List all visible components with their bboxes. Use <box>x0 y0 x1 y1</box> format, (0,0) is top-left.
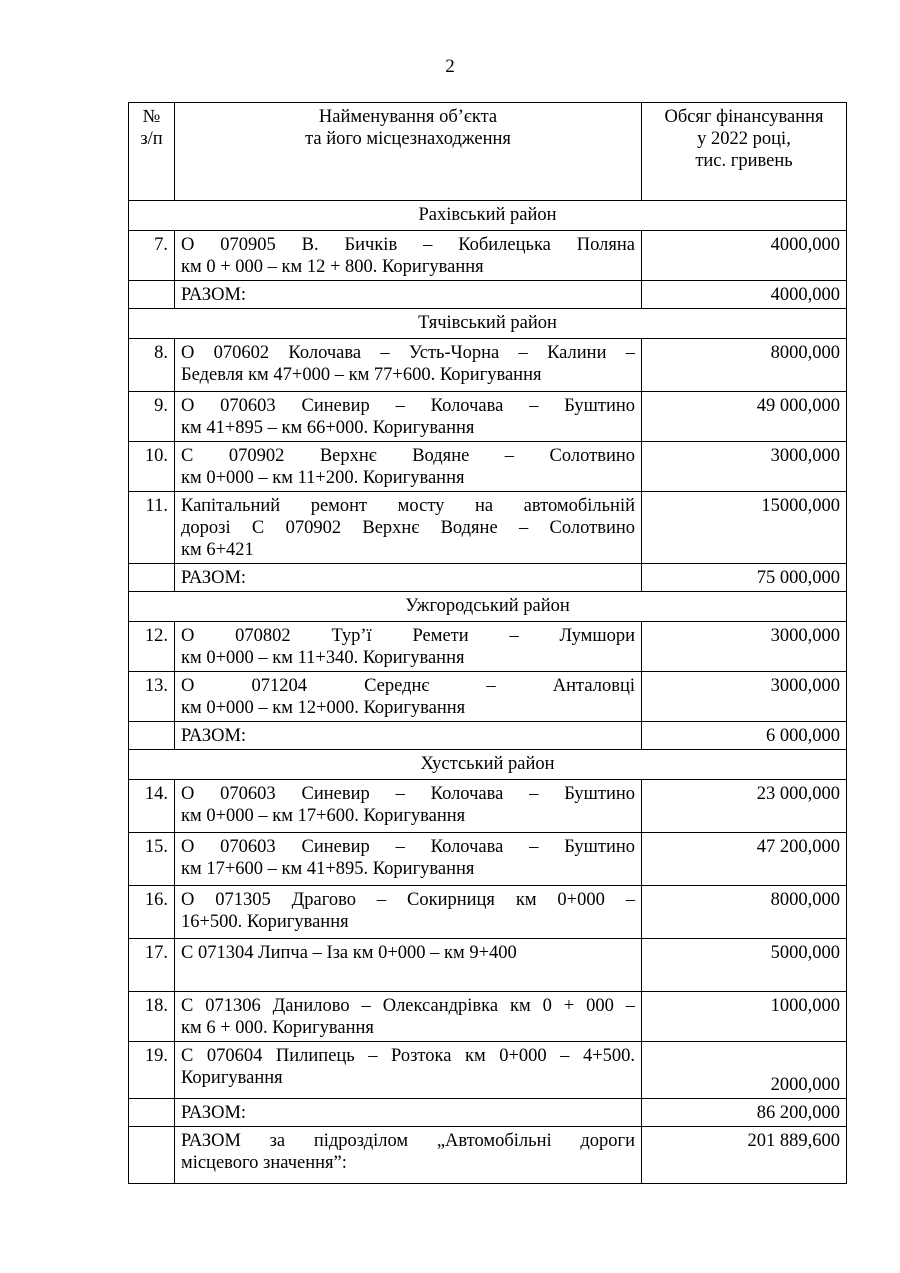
object-name <box>175 492 642 564</box>
row-number: 14. <box>129 780 175 833</box>
table-row <box>129 939 847 992</box>
object-name-line: С 070902 Верхнє Водяне – Солотвино <box>181 446 635 466</box>
table-row <box>129 780 847 833</box>
table-row <box>129 339 847 392</box>
object-name-line: км 0 + 000 – км 12 + 800. Коригування <box>181 257 484 277</box>
table-row <box>129 492 847 564</box>
object-name <box>175 442 642 492</box>
page-number: 2 <box>445 56 455 77</box>
row-number: 12. <box>129 622 175 672</box>
funding-amount: 2000,000 <box>642 1042 847 1099</box>
funding-amount: 5000,000 <box>642 939 847 992</box>
row-number: 18. <box>129 992 175 1042</box>
row-number: 19. <box>129 1042 175 1099</box>
object-name <box>175 622 642 672</box>
table-row <box>129 672 847 722</box>
table-row <box>129 442 847 492</box>
object-name <box>175 939 642 992</box>
table-row <box>129 992 847 1042</box>
object-name-line: О 070905 В. Бичків – Кобилецька Поляна <box>181 235 635 255</box>
object-name-line: С 070604 Пилипець – Розтока км 0+000 – 4+500. <box>181 1046 635 1066</box>
object-name-line: О 070603 Синевир – Колочава – Буштино <box>181 837 635 857</box>
row-number: 9. <box>129 392 175 442</box>
funding-amount: 3000,000 <box>642 672 847 722</box>
object-name-line: км 0+000 – км 11+340. Коригування <box>181 648 465 668</box>
row-number: 11. <box>129 492 175 564</box>
header-amount-line: тис. гривень <box>695 151 793 171</box>
object-name-line: км 6 + 000. Коригування <box>181 1018 374 1038</box>
object-name-line: км 17+600 – км 41+895. Коригування <box>181 859 475 879</box>
grand-total-amount: 201 889,600 <box>642 1127 847 1184</box>
subtotal-amount: 86 200,000 <box>642 1099 847 1127</box>
object-name <box>175 780 642 833</box>
funding-table <box>128 102 847 1184</box>
row-number: 15. <box>129 833 175 886</box>
header-amount-line: у 2022 році, <box>697 129 791 149</box>
funding-amount: 8000,000 <box>642 339 847 392</box>
district-name: Рахівський район <box>129 201 847 231</box>
object-name-line: С 071306 Данилово – Олександрівка км 0 + 000 – <box>181 996 635 1016</box>
object-name-line: км 6+421 <box>181 540 254 560</box>
subtotal-amount: 6 000,000 <box>642 722 847 750</box>
grand-total-row <box>129 1127 847 1184</box>
object-name-line: Коригування <box>181 1068 283 1088</box>
object-name <box>175 1042 642 1099</box>
subtotal-row <box>129 281 847 309</box>
subtotal-empty-cell <box>129 1099 175 1127</box>
row-number: 8. <box>129 339 175 392</box>
funding-amount: 3000,000 <box>642 622 847 672</box>
subtotal-row <box>129 1099 847 1127</box>
grand-total-label-line: РАЗОМ за підрозділом „Автомобільні дороги <box>181 1131 635 1151</box>
object-name-line: О 071204 Середнє – Анталовці <box>181 676 635 696</box>
subtotal-amount: 4000,000 <box>642 281 847 309</box>
subtotal-empty-cell <box>129 722 175 750</box>
table-row <box>129 886 847 939</box>
grand-total-label-line: місцевого значення”: <box>181 1153 347 1173</box>
subtotal-label: РАЗОМ: <box>175 281 642 309</box>
object-name <box>175 392 642 442</box>
table-row <box>129 833 847 886</box>
object-name <box>175 992 642 1042</box>
object-name-line: Капітальний ремонт мосту на автомобільній <box>181 496 635 516</box>
funding-amount: 23 000,000 <box>642 780 847 833</box>
header-num-line: з/п <box>140 129 163 149</box>
funding-amount: 3000,000 <box>642 442 847 492</box>
object-name-line: О 070603 Синевир – Колочава – Буштино <box>181 396 635 416</box>
object-name-line: Бедевля км 47+000 – км 77+600. Коригування <box>181 365 542 385</box>
table-row <box>129 392 847 442</box>
object-name-line: км 41+895 – км 66+000. Коригування <box>181 418 475 438</box>
header-name-line: та його місцезнаходження <box>305 129 511 149</box>
district-name: Тячівський район <box>129 309 847 339</box>
object-name-line: дорозі С 070902 Верхнє Водяне – Солотвино <box>181 518 635 538</box>
district-row <box>129 309 847 339</box>
object-name-line: км 0+000 – км 12+000. Коригування <box>181 698 466 718</box>
table-row <box>129 1042 847 1099</box>
subtotal-empty-cell <box>129 281 175 309</box>
funding-amount: 15000,000 <box>642 492 847 564</box>
object-name-line: О 070802 Тур’ї Ремети – Лумшори <box>181 626 635 646</box>
funding-amount: 8000,000 <box>642 886 847 939</box>
object-name-line: О 071305 Драгово – Сокирниця км 0+000 – <box>181 890 635 910</box>
header-name-line: Найменування об’єкта <box>318 107 498 127</box>
funding-amount: 1000,000 <box>642 992 847 1042</box>
subtotal-label: РАЗОМ: <box>175 1099 642 1127</box>
subtotal-amount: 75 000,000 <box>642 564 847 592</box>
row-number: 10. <box>129 442 175 492</box>
object-name-line: км 0+000 – км 17+600. Коригування <box>181 806 466 826</box>
subtotal-label: РАЗОМ: <box>175 564 642 592</box>
district-name: Ужгородський район <box>129 592 847 622</box>
subtotal-empty-cell <box>129 564 175 592</box>
header-amount-line: Обсяг фінансування <box>664 107 824 127</box>
district-row <box>129 201 847 231</box>
grand-total-label <box>175 1127 642 1184</box>
row-number: 13. <box>129 672 175 722</box>
subtotal-row <box>129 722 847 750</box>
district-name: Хустський район <box>129 750 847 780</box>
header-amount-cell <box>642 103 847 201</box>
table-row <box>129 231 847 281</box>
grand-total-empty-cell <box>129 1127 175 1184</box>
table-header-row <box>129 103 847 201</box>
funding-amount: 49 000,000 <box>642 392 847 442</box>
object-name-line: км 0+000 – км 11+200. Коригування <box>181 468 465 488</box>
funding-amount: 4000,000 <box>642 231 847 281</box>
funding-amount: 47 200,000 <box>642 833 847 886</box>
district-row <box>129 750 847 780</box>
object-name <box>175 672 642 722</box>
row-number: 17. <box>129 939 175 992</box>
object-name <box>175 886 642 939</box>
header-name-cell <box>175 103 642 201</box>
header-num-cell <box>129 103 175 201</box>
row-number: 16. <box>129 886 175 939</box>
subtotal-label: РАЗОМ: <box>175 722 642 750</box>
district-row <box>129 592 847 622</box>
object-name-line: О 070602 Колочава – Усть-Чорна – Калини – <box>181 343 635 363</box>
object-name <box>175 339 642 392</box>
row-number: 7. <box>129 231 175 281</box>
object-name-line: О 070603 Синевир – Колочава – Буштино <box>181 784 635 804</box>
object-name <box>175 231 642 281</box>
table-row <box>129 622 847 672</box>
object-name-line: 16+500. Коригування <box>181 912 349 932</box>
subtotal-row <box>129 564 847 592</box>
object-name <box>175 833 642 886</box>
header-num-line: № <box>142 107 161 127</box>
object-name-line: С 071304 Липча – Іза км 0+000 – км 9+400 <box>181 943 517 963</box>
